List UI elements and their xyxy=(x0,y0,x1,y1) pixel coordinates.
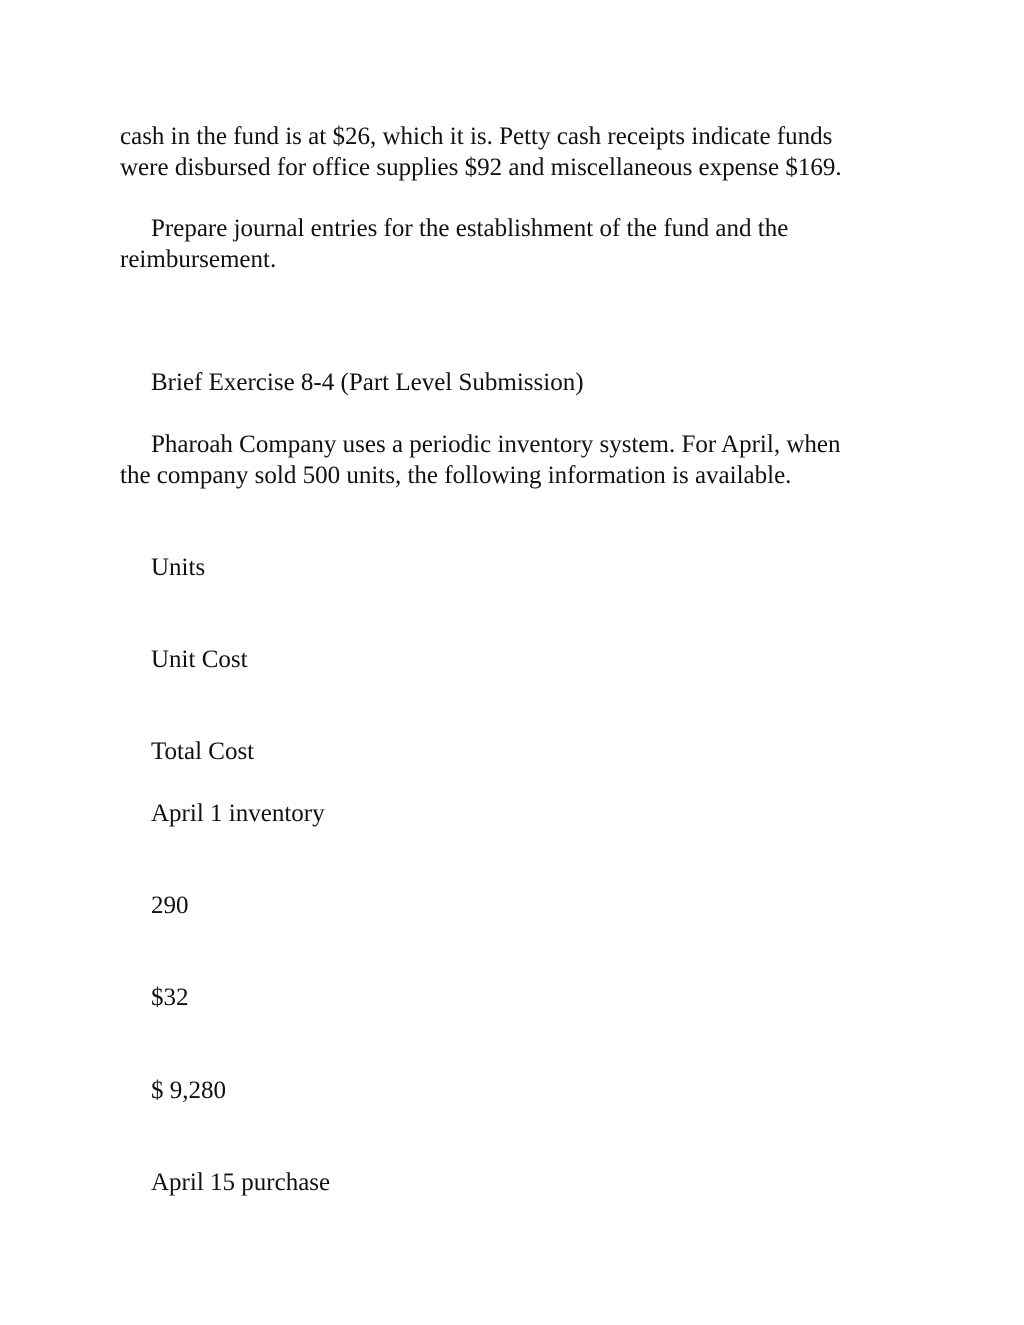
paragraph-line: Prepare journal entries for the establishment of the fund and the xyxy=(151,215,789,242)
row-units-value: 290 xyxy=(151,892,189,919)
paragraph-line: were disbursed for office supplies $92 and miscellaneous expense $169. xyxy=(120,154,842,181)
table-header-total-cost: Total Cost xyxy=(151,738,255,765)
paragraph-line: reimbursement. xyxy=(120,246,277,273)
paragraph-line: Pharoah Company uses a periodic inventory system. For April, when xyxy=(151,431,841,458)
row-total-cost-value: $ 9,280 xyxy=(151,1077,226,1104)
table-header-unit-cost: Unit Cost xyxy=(151,646,248,673)
row-label-april-15-purchase: April 15 purchase xyxy=(151,1169,331,1196)
paragraph-petty-cash xyxy=(120,121,910,183)
table-header-units: Units xyxy=(151,554,206,581)
paragraph-exercise-description xyxy=(120,429,910,491)
exercise-heading: Brief Exercise 8-4 (Part Level Submission) xyxy=(151,369,584,396)
row-unit-cost-value: $32 xyxy=(151,984,189,1011)
paragraph-instructions xyxy=(120,213,910,275)
paragraph-line: the company sold 500 units, the following information is available. xyxy=(120,462,792,489)
paragraph-line: cash in the fund is at $26, which it is. Petty cash receipts indicate funds xyxy=(120,123,833,150)
row-label-april-1-inventory: April 1 inventory xyxy=(151,800,325,827)
